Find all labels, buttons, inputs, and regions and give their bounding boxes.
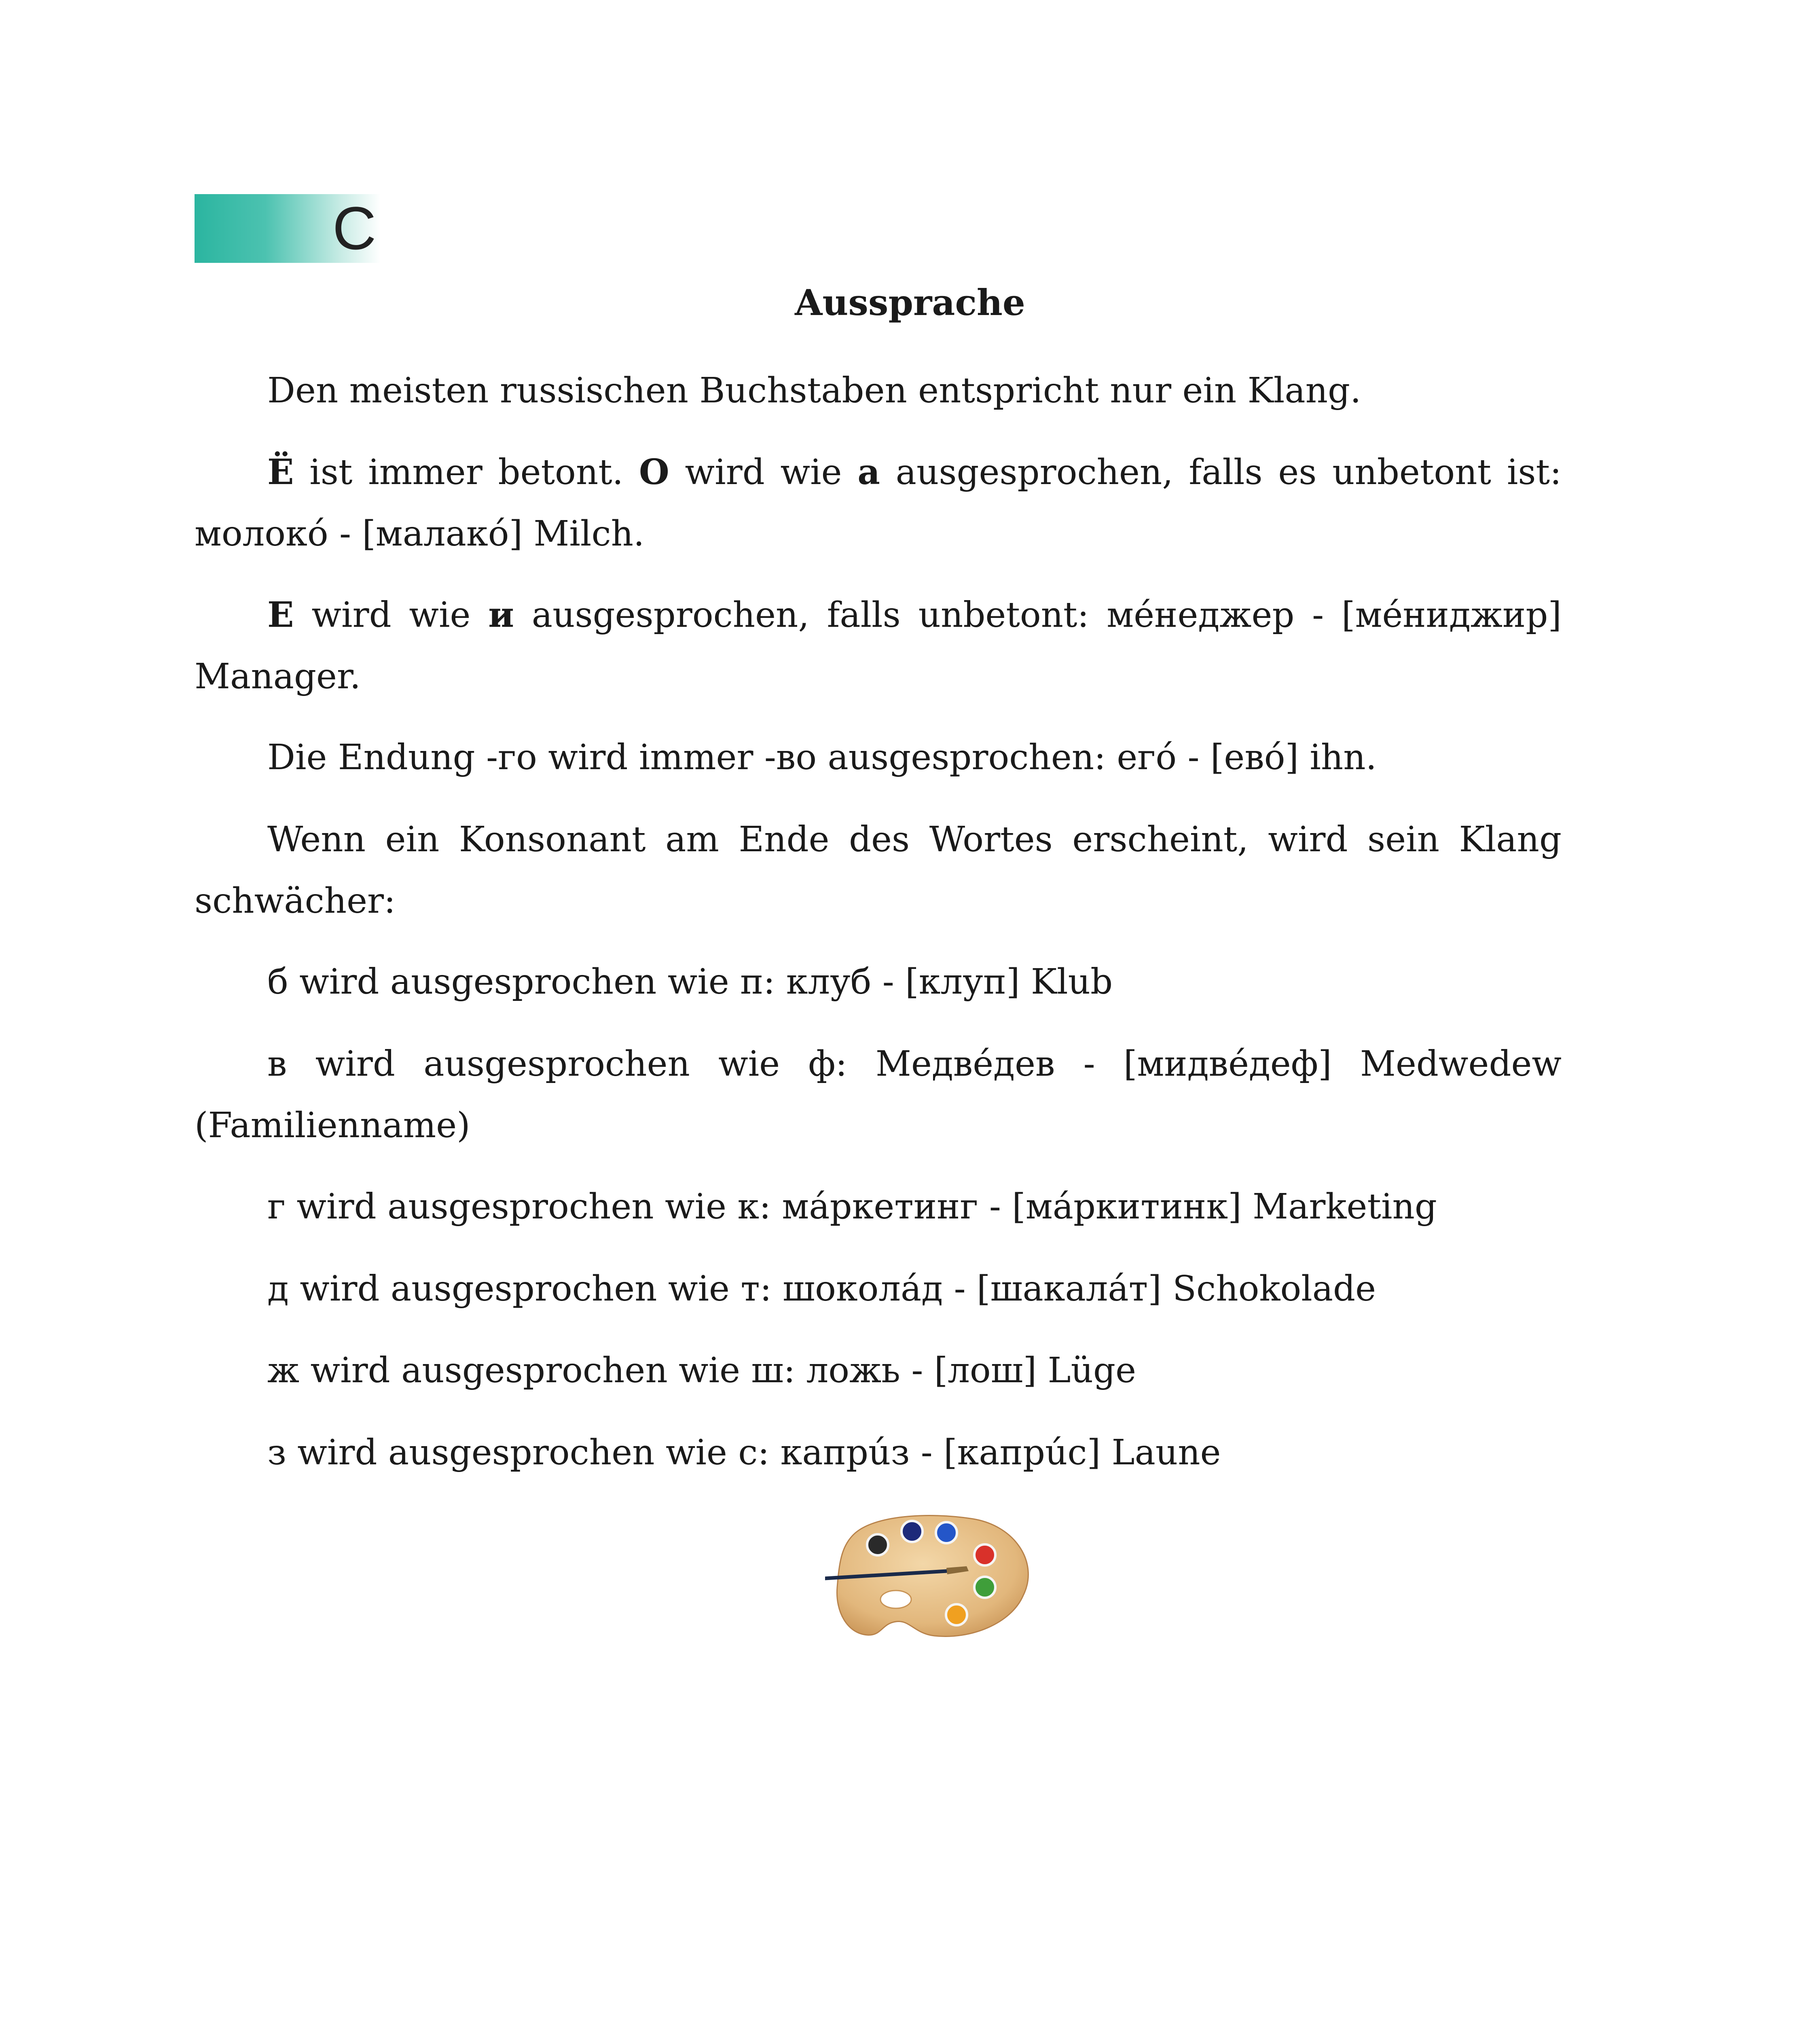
text-run: wird wie [669, 452, 858, 493]
rule-d: д wird ausgesprochen wie т: шоколáд - [шакалáт] Schokolade [267, 1269, 1376, 1309]
rule-z: з wird ausgesprochen wie с: капрúз - [капрúс] Laune [267, 1432, 1221, 1473]
bold-letter: Е [267, 594, 294, 635]
text-run: ausgesprochen, falls es unbetont ist: молокó - [малакó] Milch. [195, 452, 1562, 554]
text-run: ist immer betont. [294, 452, 639, 493]
bold-letter: и [488, 594, 514, 635]
bold-letter: Ё [267, 452, 294, 493]
rule-b: б wird ausgesprochen wie п: клуб - [клуп] Klub [267, 962, 1113, 1002]
text-run: ausgesprochen, falls unbetont: мéнеджер - [мéниджир] Manager. [195, 595, 1562, 697]
bold-letter: а [857, 452, 880, 493]
rule-zh: ж wird ausgesprochen wie ш: ложь - [лош] Lüge [267, 1350, 1136, 1391]
text-run: wird wie [294, 595, 489, 635]
section-letter: С [332, 194, 377, 262]
paragraph-intro: Den meisten russischen Buchstaben entspricht nur ein Klang. [267, 370, 1361, 411]
paint-palette-icon [825, 1506, 1035, 1644]
paragraph-yo-o [195, 442, 1562, 565]
bold-letter: О [639, 452, 669, 493]
rule-v: в wird ausgesprochen wie ф: Медвéдев - [мидвéдеф] Medwedew (Familienname) [195, 1044, 1562, 1146]
paragraph-ending: Die Endung -го wird immer -во ausgesprochen: егó - [евó] ihn. [267, 737, 1377, 778]
paragraph-consonant: Wenn ein Konsonant am Ende des Wortes erscheint, wird sein Klang schwächer: [195, 819, 1562, 921]
rule-g: г wird ausgesprochen wie к: мáркетинг - [мáркитинк] Marketing [267, 1187, 1437, 1227]
paragraph-e [195, 584, 1562, 707]
section-title: Aussprache [795, 281, 1025, 324]
